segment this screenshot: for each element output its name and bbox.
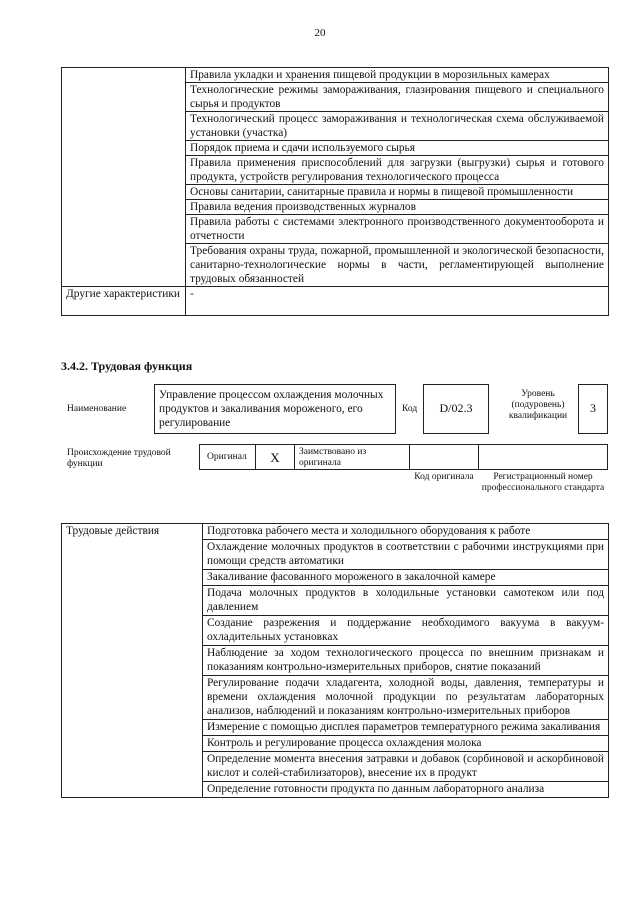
labor-action-item: Подача молочных продуктов в холодильные установки самотеком или под давлением [203,586,609,616]
labor-action-item: Измерение с помощью дисплея параметров температурного режима закаливания [203,720,609,736]
requirement-item: Правила ведения производственных журналов [186,200,609,215]
labor-action-item: Подготовка рабочего места и холодильного оборудования к работе [203,524,609,540]
table-row [62,524,609,540]
labor-action-item: Контроль и регулирование процесса охлаждения молока [203,736,609,752]
registration-number-caption: Регистрационный номер профессионального стандарта [481,472,605,493]
labor-action-item: Регулирование подачи хладагента, холодной воды, давления, температуры и времени охлаждения молочной продукции по результатам лабораторных анализов, наблюдений и показаниям контрольно-измерительных приборов [203,676,609,720]
labor-action-item: Наблюдение за ходом технологического процесса по внешним признакам и показаниям контрольно-измерительных приборов, снятие показаний [203,646,609,676]
name-label: Наименование [67,404,127,414]
other-characteristics-label: Другие характеристики [62,287,186,316]
requirement-item: Требования охраны труда, пожарной, промышленной и экологической безопасности, санитарно-технологические нормы в части, регламентирующей выполнение трудовых обязанностей [186,244,609,287]
section-title: 3.4.2. Трудовая функция [61,359,193,373]
table-row [62,287,609,316]
labor-action-item: Определение момента внесения затравки и добавок (сорбиновой и аскорбиновой кислот и солей-стабилизаторов), внесение их в продукт [203,752,609,782]
labor-actions-table [61,523,609,798]
labor-action-item: Охлаждение молочных продуктов в соответствии с рабочими инструкциями при помощи средств автоматики [203,540,609,570]
requirement-item: Правила работы с системами электронного производственного документооборота и отчетности [186,215,609,244]
original-label: Оригинал [199,444,256,470]
original-code-cell [409,444,479,470]
labor-actions-label: Трудовые действия [62,524,203,798]
labor-action-item: Закаливание фасованного мороженого в закалочной камере [203,570,609,586]
other-characteristics-value: - [186,287,609,316]
requirement-item: Правила укладки и хранения пищевой продукции в морозильных камерах [186,68,609,83]
requirement-item: Правила применения приспособлений для загрузки (выгрузки) сырья и готового продукта, устройств регулирования технологического процесса [186,156,609,185]
original-mark: X [255,444,295,470]
origin-row [199,444,609,470]
table-row [62,68,609,83]
origin-label: Происхождение трудовой функции [67,448,171,469]
registration-number-cell [478,444,608,470]
borrowed-label: Заимствовано из оригинала [294,444,410,470]
page-number: 20 [314,27,326,39]
level-label: Уровень (подуровень) квалификации [508,389,568,421]
qualification-level-box: 3 [578,384,608,434]
requirements-table [61,67,609,316]
code-label: Код [402,404,418,414]
requirement-item: Основы санитарии, санитарные правила и нормы в пищевой промышленности [186,185,609,200]
requirement-item: Порядок приема и сдачи используемого сырья [186,141,609,156]
function-name-box: Управление процессом охлаждения молочных продуктов и закаливания мороженого, его регулирование [154,384,396,434]
empty-label-cell [62,68,186,287]
original-code-caption: Код оригинала [414,472,474,482]
requirement-item: Технологический процесс замораживания и технологическая схема обслуживаемой установки (участка) [186,112,609,141]
function-code-box: D/02.3 [423,384,489,434]
labor-action-item: Определение готовности продукта по данным лабораторного анализа [203,782,609,798]
labor-action-item: Создание разрежения и поддержание необходимого вакуума в вакуум-охладительных установках [203,616,609,646]
requirement-item: Технологические режимы замораживания, глазирования пищевого и специального сырья и продуктов [186,83,609,112]
